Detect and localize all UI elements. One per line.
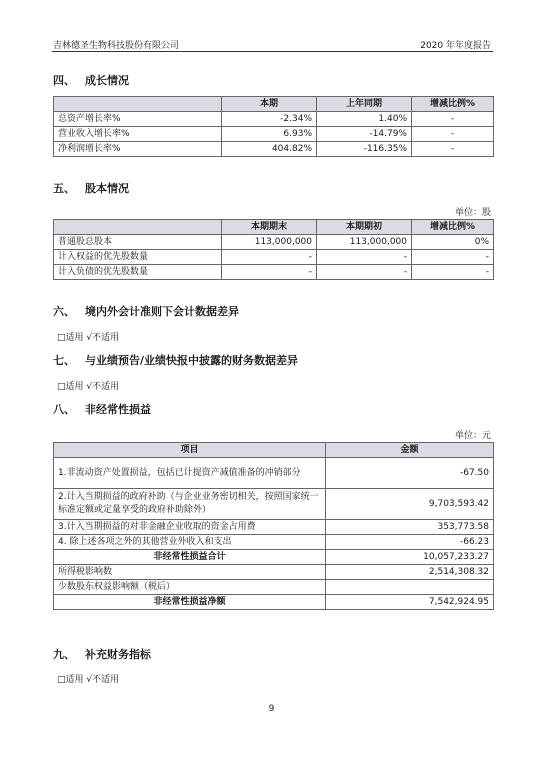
table-cell: 普通股总股本: [54, 235, 222, 250]
section-title: 非经常性损益: [85, 403, 151, 416]
table-cell: 113,000,000: [317, 235, 412, 250]
table-row: [54, 265, 494, 280]
table-header-cell: 项目: [54, 443, 326, 458]
table-cell: 所得税影响数: [54, 565, 326, 580]
table-cell: 非经常性损益净额: [54, 595, 326, 610]
table-header-cell: [54, 220, 222, 235]
section-number: 四、: [53, 74, 75, 87]
section-number: 八、: [53, 403, 75, 416]
table-cell: 1.40%: [317, 112, 412, 127]
table-header-cell: 上年同期: [317, 97, 412, 112]
table-row: [54, 235, 494, 250]
table-cell: 2,514,308.32: [326, 565, 494, 580]
table-row: [54, 458, 494, 489]
table-cell: [326, 580, 494, 595]
table-cell: -: [412, 112, 494, 127]
table-cell: 404.82%: [222, 142, 317, 157]
section-heading-nonrecurring: [53, 401, 151, 417]
table-row: [54, 535, 494, 550]
table-cell: 113,000,000: [222, 235, 317, 250]
header-company: 吉林德圣生物科技股份有限公司: [53, 41, 180, 51]
unit-label: 单位：股: [454, 208, 491, 218]
growth-table: [53, 96, 494, 157]
table-cell: 2.计入当期损益的政府补助（与企业业务密切相关，按照国家统一标准定额或定量享受的政府补助除外）: [54, 489, 326, 520]
section-number: 九、: [53, 648, 75, 661]
table-cell: 3.计入当期损益的对非金融企业收取的资金占用费: [54, 520, 326, 535]
table-cell: 少数股东权益影响额（税后）: [54, 580, 326, 595]
table-cell: 6.93%: [222, 127, 317, 142]
section-heading-share-capital: [53, 180, 129, 196]
applicability-note: □适用 √不适用: [57, 333, 120, 343]
section-title: 成长情况: [85, 74, 129, 87]
table-cell: -66.23: [326, 535, 494, 550]
applicability-note: □适用 √不适用: [57, 382, 120, 392]
table-cell: -: [412, 142, 494, 157]
unit-label: 单位：元: [454, 431, 491, 441]
table-header-cell: [54, 97, 222, 112]
table-row: [54, 250, 494, 265]
share-capital-table: [53, 219, 494, 280]
table-cell: 1.非流动资产处置损益，包括已计提资产减值准备的冲销部分: [54, 458, 326, 489]
table-cell: 营业收入增长率%: [54, 127, 222, 142]
table-row: [54, 550, 494, 565]
table-header-cell: 本期期初: [317, 220, 412, 235]
table-header-cell: 本期: [222, 97, 317, 112]
table-cell: 计入权益的优先股数量: [54, 250, 222, 265]
section-title: 补充财务指标: [85, 648, 151, 661]
table-cell: 7,542,924.95: [326, 595, 494, 610]
table-row: [54, 489, 494, 520]
section-number: 五、: [53, 182, 75, 195]
table-cell: -: [412, 265, 494, 280]
table-header-row: [54, 220, 494, 235]
section-heading-growth: [53, 72, 129, 88]
table-row: [54, 112, 494, 127]
section-title: 境内外会计准则下会计数据差异: [85, 305, 239, 318]
section-number: 七、: [53, 354, 75, 367]
table-cell: -116.35%: [317, 142, 412, 157]
table-header-row: [54, 443, 494, 458]
section-heading-forecast-difference: [53, 352, 298, 368]
table-cell: -: [317, 250, 412, 265]
table-cell: -67.50: [326, 458, 494, 489]
applicability-note: □适用 √不适用: [57, 675, 120, 685]
section-title: 与业绩预告/业绩快报中披露的财务数据差异: [85, 354, 299, 367]
table-row: [54, 595, 494, 610]
table-cell: -14.79%: [317, 127, 412, 142]
table-row: [54, 127, 494, 142]
table-cell: -2.34%: [222, 112, 317, 127]
table-cell: 总资产增长率%: [54, 112, 222, 127]
nonrecurring-table: [53, 442, 494, 610]
header-divider: [52, 51, 493, 52]
section-heading-accounting-standards: [53, 303, 239, 319]
page-number: 9: [268, 704, 275, 714]
table-row: [54, 580, 494, 595]
table-cell: -: [412, 250, 494, 265]
table-header-row: [54, 97, 494, 112]
table-cell: -: [412, 127, 494, 142]
table-cell: 净利润增长率%: [54, 142, 222, 157]
table-cell: 非经常性损益合计: [54, 550, 326, 565]
header-report-title: 2020 年年度报告: [420, 41, 491, 51]
table-cell: 0%: [412, 235, 494, 250]
table-row: [54, 142, 494, 157]
section-heading-supplementary: [53, 646, 151, 662]
table-cell: 4. 除上述各项之外的其他营业外收入和支出: [54, 535, 326, 550]
table-cell: -: [317, 265, 412, 280]
table-row: [54, 565, 494, 580]
table-header-cell: 金额: [326, 443, 494, 458]
table-cell: 353,773.58: [326, 520, 494, 535]
section-number: 六、: [53, 305, 75, 318]
table-cell: -: [222, 265, 317, 280]
table-cell: -: [222, 250, 317, 265]
table-cell: 计入负债的优先股数量: [54, 265, 222, 280]
table-cell: 10,057,233.27: [326, 550, 494, 565]
table-header-cell: 本期期末: [222, 220, 317, 235]
table-header-cell: 增减比例%: [412, 220, 494, 235]
table-row: [54, 520, 494, 535]
table-header-cell: 增减比例%: [412, 97, 494, 112]
table-cell: 9,703,593.42: [326, 489, 494, 520]
section-title: 股本情况: [85, 182, 129, 195]
